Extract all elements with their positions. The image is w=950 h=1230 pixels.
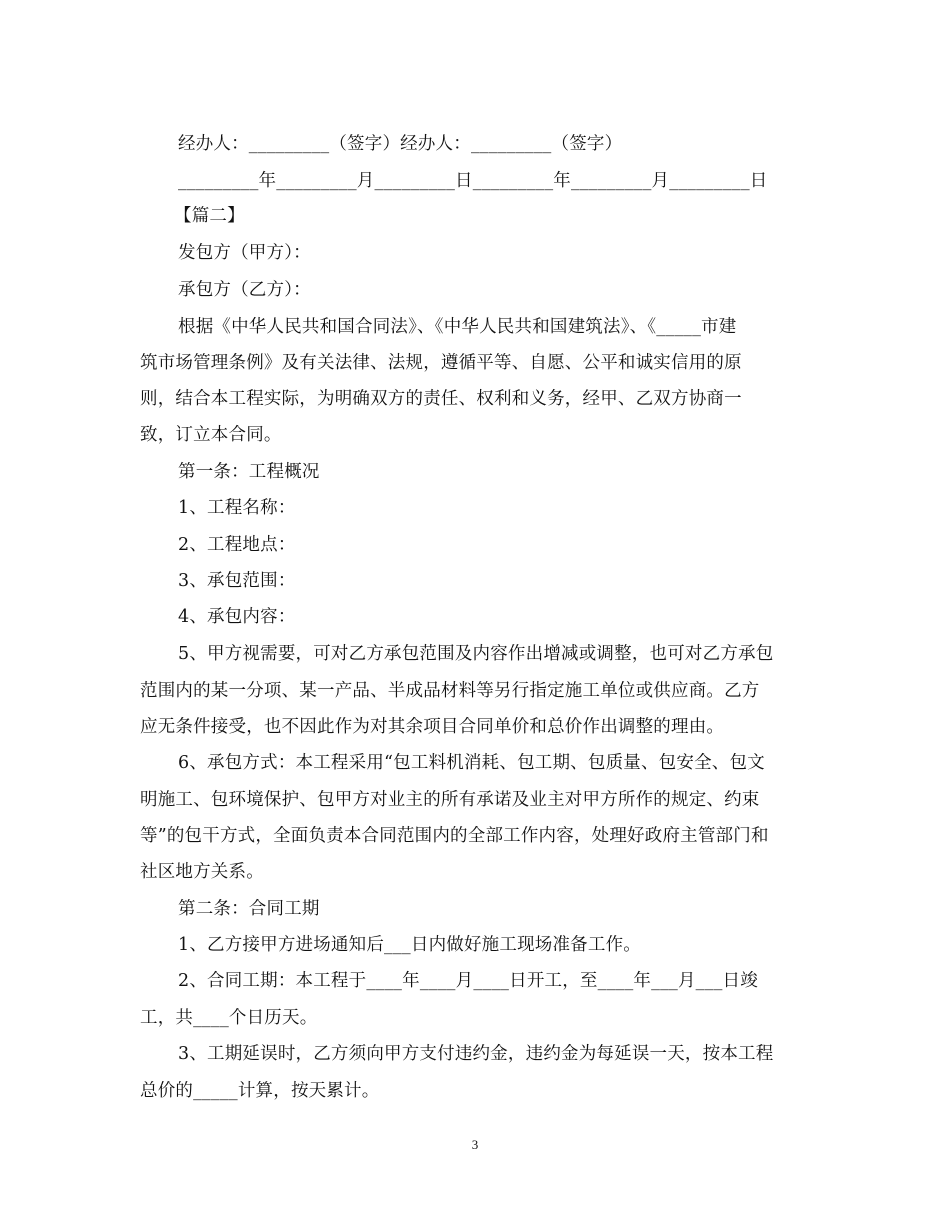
clause-line: 2、合同工期：本工程于____年____月____日开工，至____年___月___日竣 (178, 971, 758, 991)
clause-line: 3、工期延误时，乙方须向甲方支付违约金，违约金为每延误一天，按本工程 (178, 1044, 774, 1064)
signature-line: 经办人：_________（签字）经办人：_________（签字） (178, 134, 623, 154)
clause-line: 6、承包方式：本工程采用“包工料机消耗、包工期、包质量、包安全、包文 (178, 753, 765, 773)
section-heading: 【篇二】 (174, 206, 245, 226)
clause-line: 4、承包内容： (178, 607, 296, 627)
preamble-line: 则，结合本工程实际，为明确双方的责任、权利和义务，经甲、乙双方协商一 (140, 389, 742, 409)
party-a-line: 发包方（甲方）： (178, 243, 311, 263)
preamble-line: 筑市场管理条例》及有关法律、法规，遵循平等、自愿、公平和诚实信用的原 (140, 353, 742, 373)
clause-line: 范围内的某一分项、某一产品、半成品材料等另行指定施工单位或供应商。乙方 (140, 681, 760, 701)
party-b-line: 承包方（乙方）： (178, 280, 311, 300)
article-heading: 第二条：合同工期 (178, 899, 320, 919)
clause-line: 应无条件接受，也不因此作为对其余项目合同单价和总价作出调整的理由。 (140, 717, 725, 737)
clause-line: 1、乙方接甲方进场通知后___日内做好施工现场准备工作。 (178, 935, 641, 955)
preamble-line: 根据《中华人民共和国合同法》、《中华人民共和国建筑法》、《_____市建 (178, 317, 737, 337)
clause-line: 明施工、包环境保护、包甲方对业主的所有承诺及业主对甲方所作的规定、约束 (140, 790, 760, 810)
article-heading: 第一条：工程概况 (178, 462, 320, 482)
clause-line: 总价的_____计算，按天累计。 (140, 1081, 380, 1101)
page-number: 3 (471, 1137, 479, 1152)
date-line: _________年_________月_________日_________年_________月_________日 (178, 171, 768, 191)
clause-line: 2、工程地点： (178, 535, 296, 555)
clause-line: 等”的包干方式，全面负责本合同范围内的全部工作内容，处理好政府主管部门和 (140, 826, 769, 846)
preamble-line: 致，订立本合同。 (140, 425, 282, 445)
clause-line: 5、甲方视需要，可对乙方承包范围及内容作出增减或调整，也可对乙方承包 (178, 644, 774, 664)
clause-line: 工，共____个日历天。 (140, 1008, 318, 1028)
clause-line: 3、承包范围： (178, 571, 296, 591)
clause-line: 1、工程名称： (178, 498, 296, 518)
clause-line: 社区地方关系。 (140, 862, 264, 882)
